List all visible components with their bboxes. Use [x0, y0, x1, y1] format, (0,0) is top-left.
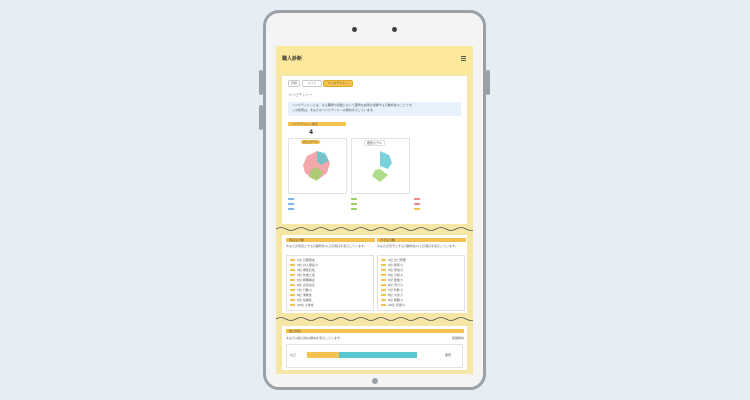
list-item: 8位 柔軟性 [290, 293, 312, 297]
wave-divider-2 [276, 316, 473, 322]
list-item: 6位 意思決定 [290, 283, 315, 287]
legend-blue-2 [288, 203, 294, 205]
tab-competency[interactable]: コンピテンシー [323, 80, 353, 87]
main-panel [282, 76, 467, 224]
notice-box [288, 102, 461, 116]
radar-card-self [288, 138, 347, 194]
bar-right-label: 理想 [445, 353, 452, 357]
wave-divider-1 [276, 226, 473, 232]
bottom-panel [282, 326, 467, 370]
notice-line-2: この結果は、あなたのコンピテンシーの傾向を示しています。 [292, 108, 376, 112]
radar-title-ideal: 理想モデル [364, 140, 385, 146]
volume-down-button[interactable] [259, 105, 263, 130]
list-item: 5位 問題解決 [290, 278, 315, 282]
menu-icon[interactable] [461, 56, 466, 61]
list-item: 9位 傾聴力 [381, 298, 403, 302]
power-button[interactable] [486, 70, 490, 95]
strengths-list [286, 255, 374, 311]
volume-up-button[interactable] [259, 70, 263, 95]
list-item: 1位 目標達成 [290, 258, 315, 262]
weaknesses-list [377, 255, 465, 311]
legend-pink [414, 198, 420, 200]
list-item: 9位 協調性 [290, 298, 312, 302]
legend-blue [288, 198, 294, 200]
radar-chart-ideal [352, 139, 409, 193]
list-item: 8位 交渉力 [381, 293, 403, 297]
bar-card [286, 344, 463, 368]
tablet-frame [263, 10, 486, 390]
list-item: 7位 行動力 [290, 288, 312, 292]
list-item: 4位 分析力 [381, 273, 403, 277]
radar-title-self: 自己モデル [303, 140, 318, 144]
bottom-title: 総合判定 [286, 329, 464, 333]
radar-chart-self [289, 139, 346, 193]
camera-dot-left [352, 27, 357, 32]
legend-yellow [414, 208, 420, 210]
list-item: 4位 計画立案 [290, 273, 315, 277]
camera-dot-right [392, 27, 397, 32]
radar-card-ideal [351, 138, 410, 194]
list-item: 5位 推進力 [381, 278, 403, 282]
legend-green-2 [351, 203, 357, 205]
tablet-screen [276, 46, 473, 374]
tab-details[interactable]: 詳細 [288, 80, 300, 87]
app-title: 職人診断 [282, 56, 303, 62]
list-item: 3位 発信力 [381, 268, 403, 272]
legend-blue-3 [288, 208, 294, 210]
list-item: 3位 情報収集 [290, 268, 315, 272]
list-item: 10位 主体性 [290, 303, 314, 307]
strengths-title: 得意な行動 [286, 238, 375, 242]
list-item: 10位 表現力 [381, 303, 405, 307]
legend-green-3 [351, 208, 357, 210]
radar-area-teal-ideal [380, 151, 392, 169]
legend-pink-2 [414, 203, 420, 205]
bottom-note: 組織傾向 [451, 336, 464, 340]
bar-segment-yellow [307, 352, 339, 358]
list-item: 1位 自己管理 [381, 258, 406, 262]
list-item: 2位 対人関係力 [290, 263, 318, 267]
list-item: 6位 実行力 [381, 283, 403, 287]
radar-area-green-ideal [372, 169, 388, 182]
lists-panel [282, 235, 467, 313]
list-item: 7位 判断力 [381, 288, 403, 292]
score-value: 4 [309, 129, 314, 136]
title-bar [276, 46, 473, 74]
strengths-intro: あなたが得意とする行動特性の上位項目を表示しています。 [286, 244, 367, 248]
weaknesses-intro: あなたが苦手とする行動特性の上位項目を表示しています。 [377, 244, 458, 248]
home-button[interactable] [372, 378, 378, 384]
bottom-text: あなたの総合的な傾向を表示しています。 [286, 336, 343, 340]
score-label: コンピテンシー得点 [288, 122, 346, 126]
notice-line-1: コンピテンシーとは、ある職務や役割において優秀な成果を発揮する行動特性のことです。 [292, 103, 415, 107]
tab-score[interactable]: スコア [302, 80, 322, 87]
legend-green [351, 198, 357, 200]
bar-segment-teal [339, 352, 417, 358]
bar-left-label: 自己 [290, 353, 297, 357]
section-title: コンピテンシー [288, 93, 313, 97]
list-item: 2位 統率力 [381, 263, 403, 267]
weaknesses-title: 苦手な行動 [377, 238, 466, 242]
